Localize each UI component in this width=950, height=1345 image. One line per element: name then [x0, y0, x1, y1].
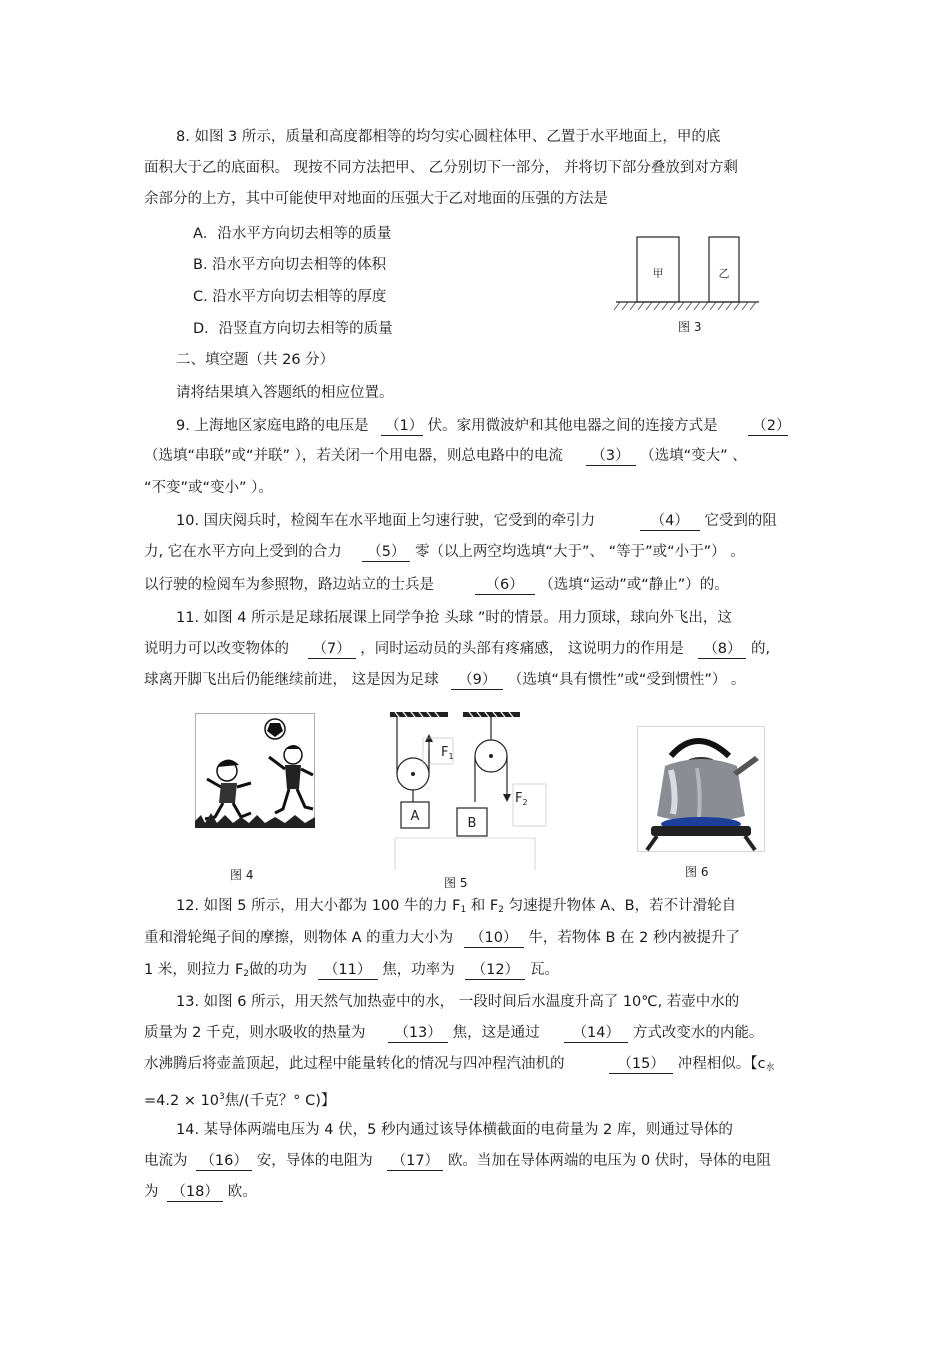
- q8-option-b: B. 沿水平方向切去相等的体积: [193, 257, 387, 273]
- q10-text-d: 力, 它在水平方向上受到的合力: [144, 544, 342, 560]
- blank-9[interactable]: （9）: [451, 671, 503, 690]
- q14-text-c: 安，导体的电阻为: [256, 1153, 373, 1169]
- label-b: B: [467, 816, 477, 831]
- blank-6[interactable]: （6）: [475, 576, 535, 595]
- label-jia: 甲: [652, 267, 664, 280]
- q10-text-e: 零（以上两空均选填“大于”、 “等于”或“小于”） 。: [414, 544, 745, 560]
- q13-line-1: 13. 如图 6 所示，用天然气加热壶中的水， 一段时间后水温度升高了 10℃, 若壶中水的: [176, 994, 740, 1010]
- q12-text-f: 1 米，则拉力 F: [144, 962, 244, 978]
- figure-4-caption: 图 4: [230, 868, 254, 882]
- q8-option-d: D．沿竖直方向切去相等的质量: [193, 321, 393, 337]
- figure-3-caption: 图 3: [678, 320, 702, 334]
- blank-3[interactable]: （3）: [586, 447, 636, 466]
- q11-text-b: 说明力可以改变物体的: [144, 641, 289, 657]
- blank-7[interactable]: （7）: [308, 640, 356, 659]
- q8-line-3: 余部分的上方，其中可能使甲对地面的压强大于乙对地面的压强的方法是: [144, 191, 608, 207]
- figure-6-kettle-image: [637, 726, 765, 852]
- q10-text-f: 以行驶的检阅车为参照物，路边站立的士兵是: [144, 577, 434, 593]
- q11-text-e: 球离开脚飞出后仍能继续前进， 这是因为足球: [144, 672, 439, 688]
- q14-text-e: 为: [144, 1184, 159, 1200]
- q14-text-f: 欧。: [227, 1184, 257, 1200]
- player-right-body: [285, 765, 301, 789]
- blank-2[interactable]: （2）: [748, 417, 788, 436]
- section-2-title: 二、填空题（共 26 分）: [176, 352, 335, 368]
- stove-icon: [651, 826, 751, 836]
- q13-line-4: [144, 1088, 335, 1110]
- q11-text-c: ，同时运动员的头部有疼痛感， 这说明力的作用是: [360, 641, 684, 657]
- blank-1[interactable]: （1）: [381, 417, 423, 436]
- q12-text-b: 和 F: [466, 898, 499, 914]
- q12-line-1: [176, 897, 736, 919]
- player-left-body: [219, 783, 237, 803]
- ground-hatching: [614, 302, 756, 310]
- figure-5-caption: 图 5: [444, 876, 468, 890]
- q13-sub-water: 水: [765, 1063, 775, 1073]
- q12-text-h: 焦，功率为: [382, 962, 455, 978]
- q9-text-e: （选填“变大” 、: [640, 448, 747, 464]
- figure-4-header-ball-image: [195, 713, 315, 828]
- blank-14[interactable]: （14）: [564, 1024, 628, 1043]
- q8-line-2: 面积大于乙的底面积。 现按不同方法把甲、 乙分别切下一部分， 并将切下部分叠放到对方剩: [144, 160, 738, 176]
- q13-line-3: [144, 1055, 774, 1077]
- blank-13[interactable]: （13）: [388, 1024, 448, 1043]
- q9-line-1: [176, 417, 791, 436]
- q13-text-h: 焦/(千克？° C)】: [224, 1092, 336, 1109]
- figure-5-pulley-diagram: [385, 710, 550, 875]
- q12-text-e: 牛，若物体 B 在 2 秒内被提升了: [528, 930, 740, 946]
- q12-line-2: [144, 929, 740, 948]
- q13-sup-3: 3: [219, 1092, 225, 1102]
- q13-text-g: =4.2 × 10: [144, 1092, 220, 1109]
- q12-text-g: 做的功为: [249, 962, 308, 978]
- q10-line-3: [144, 576, 729, 595]
- figure-6-caption: 图 6: [685, 865, 709, 879]
- q9-line-2: [144, 447, 747, 466]
- q12-text-i: 瓦。: [529, 962, 559, 978]
- q8-line-1: 8. 如图 3 所示，质量和高度都相等的均匀实心圆柱体甲、乙置于水平地面上，甲的底: [176, 129, 721, 145]
- figure-3-diagram: [614, 232, 764, 314]
- q10-text-a: 10. 国庆阅兵时，检阅车在水平地面上匀速行驶，它受到的牵引力: [176, 513, 596, 529]
- q11-line-1: 11. 如图 4 所示是足球拓展课上同学争抢 头球 ”时的情景。用力顶球，球向外飞出，这: [176, 610, 732, 626]
- blank-12[interactable]: （12）: [465, 961, 525, 980]
- q12-sub-2: 2: [498, 905, 504, 915]
- q8-option-c: C. 沿水平方向切去相等的厚度: [193, 289, 387, 305]
- q10-text-c: 它受到的阻: [704, 513, 777, 529]
- q12-sub-3: 2: [243, 969, 250, 979]
- q9-line-3: “不变”或“变小” ）。: [144, 480, 273, 496]
- q14-text-b: 电流为: [144, 1153, 188, 1169]
- q11-text-f: （选填“具有惯性”或“受到惯性”） 。: [507, 672, 746, 688]
- q13-line-2: [144, 1024, 763, 1043]
- q12-text-c: 匀速提升物体 A、B，若不计滑轮自: [504, 898, 737, 914]
- label-yi: 乙: [718, 267, 730, 280]
- blank-4[interactable]: （4）: [640, 512, 700, 531]
- label-a: A: [410, 809, 420, 824]
- q13-text-d: 方式改变水的内能。: [632, 1025, 764, 1041]
- q11-text-d: 的,: [751, 641, 771, 657]
- q9-text-a: 9. 上海地区家庭电路的电压是: [176, 418, 369, 434]
- q13-text-c: 焦，这是通过: [452, 1025, 540, 1041]
- q12-line-3: [144, 961, 559, 983]
- blank-8[interactable]: （8）: [698, 640, 746, 659]
- blank-11[interactable]: （11）: [318, 961, 378, 980]
- label-f1: $F_1$: [441, 745, 454, 761]
- q11-line-3: [144, 671, 745, 690]
- q10-line-2: [144, 543, 745, 562]
- blank-5[interactable]: （5）: [362, 543, 410, 562]
- section-2-instruction: 请将结果填入答题纸的相应位置。: [176, 385, 394, 401]
- q13-text-e: 水沸腾后将壶盖顶起，此过程中能量转化的情况与四冲程汽油机的: [144, 1056, 565, 1072]
- q12-text-a: 12. 如图 5 所示，用大小都为 100 牛的力 F: [176, 898, 461, 914]
- blank-17[interactable]: （17）: [387, 1152, 443, 1171]
- blank-10[interactable]: （10）: [464, 929, 524, 948]
- q13-text-b: 质量为 2 千克，则水吸收的热量为: [144, 1025, 366, 1041]
- q9-text-d: （选填“串联”或“并联” ），若关闭一个用电器，则总电路中的电流: [144, 448, 563, 464]
- blank-18[interactable]: （18）: [167, 1183, 223, 1202]
- blank-15[interactable]: （15）: [609, 1055, 673, 1074]
- q12-sub-1: 1: [460, 905, 467, 915]
- q8-option-a: A．沿水平方向切去相等的质量: [193, 226, 392, 242]
- q13-text-f: 冲程相似。【c: [677, 1056, 766, 1072]
- q9-text-c: 伏。家用微波炉和其他电器之间的连接方式是: [427, 418, 718, 434]
- q10-line-1: [176, 512, 777, 531]
- q14-line-2: [144, 1152, 771, 1171]
- q10-text-g: （选填“运动”或“静止”）的。: [539, 577, 729, 593]
- q12-text-d: 重和滑轮绳子间的摩擦，则物体 A 的重力大小为: [144, 930, 454, 946]
- arrow-f2-icon: [503, 794, 511, 802]
- q11-line-2: [144, 640, 770, 659]
- blank-16[interactable]: （16）: [196, 1152, 252, 1171]
- q14-line-3: [144, 1183, 257, 1202]
- label-f2: $F_2$: [515, 791, 528, 807]
- q14-line-1: 14. 某导体两端电压为 4 伏，5 秒内通过该导体横截面的电荷量为 2 库，则通过导体的: [176, 1122, 733, 1138]
- q14-text-d: 欧。当加在导体两端的电压为 0 伏时，导体的电阻: [447, 1153, 771, 1169]
